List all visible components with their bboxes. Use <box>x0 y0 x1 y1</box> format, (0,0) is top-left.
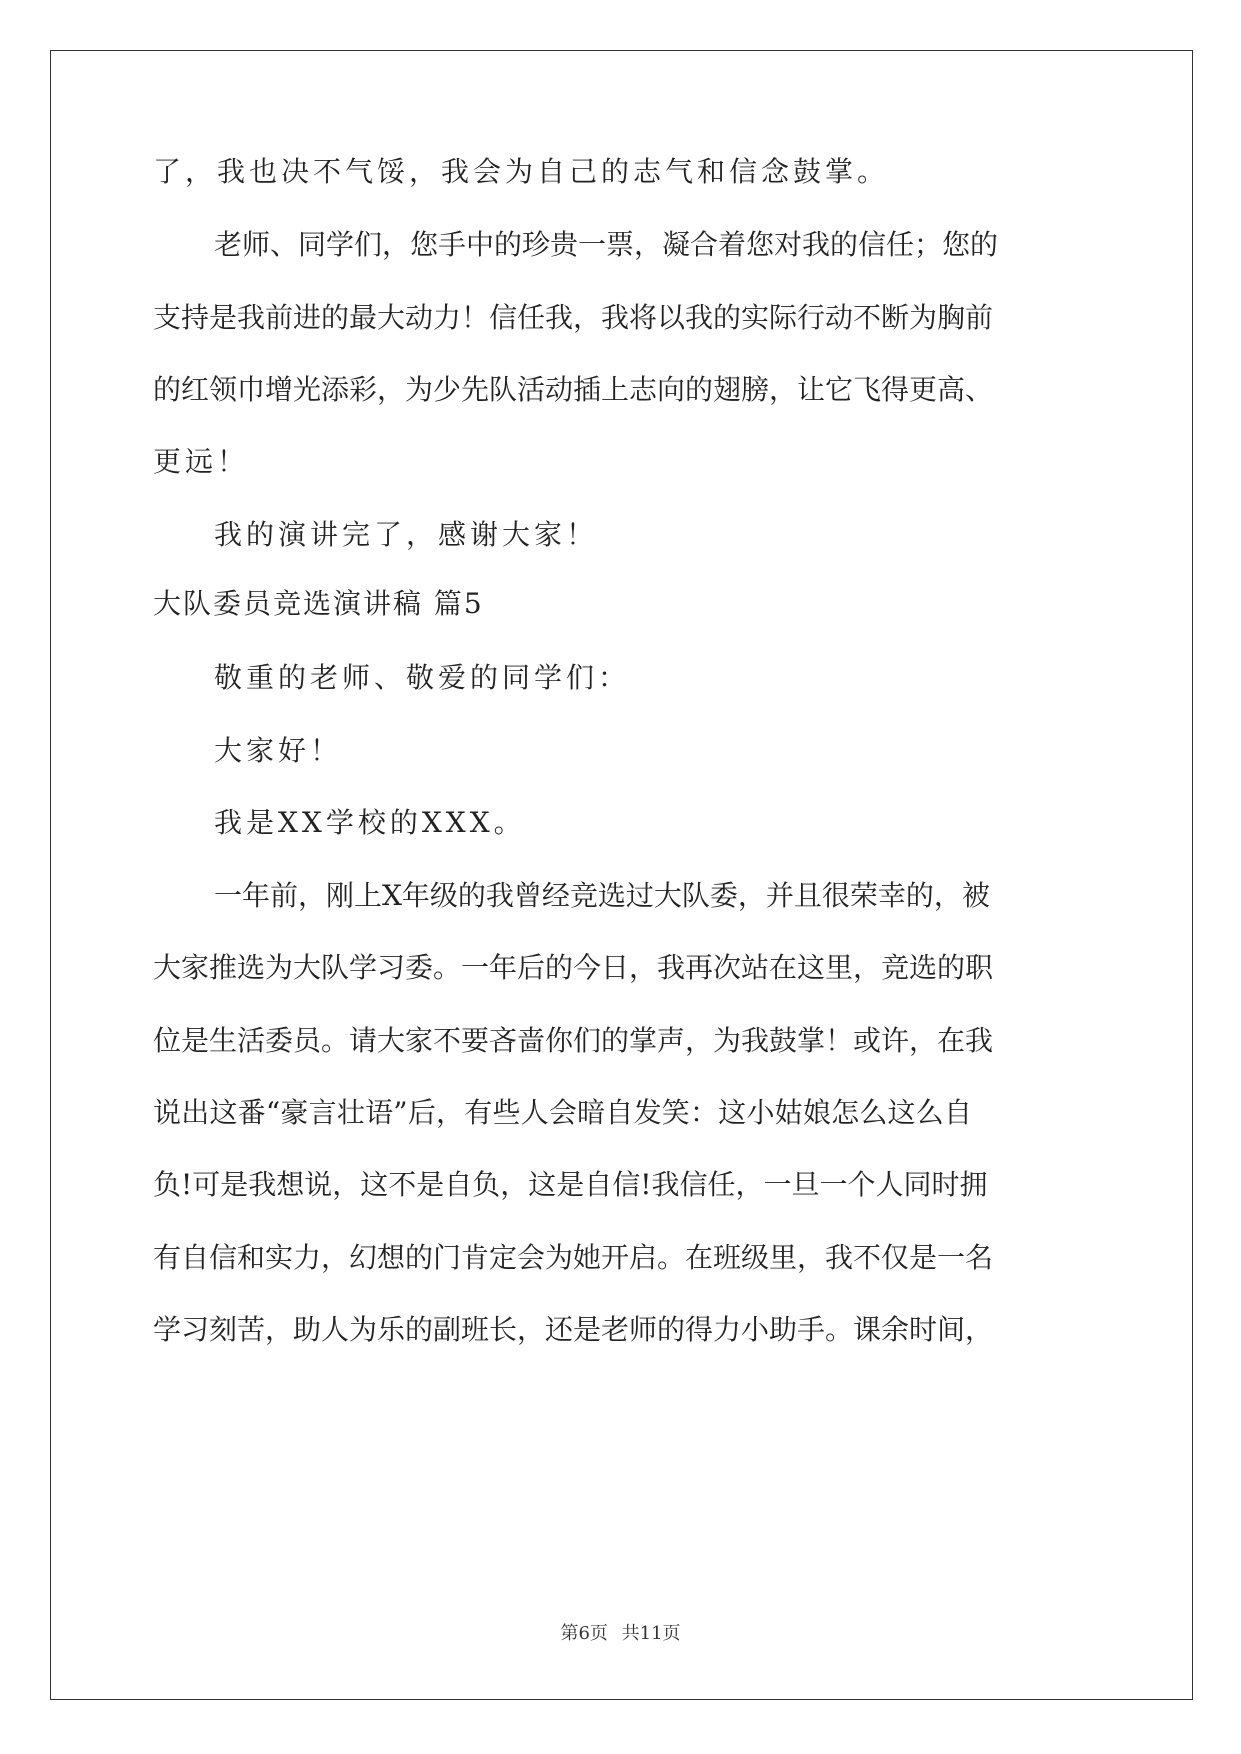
body-line-17: 学习刻苦，助人为乐的副班长，还是老师的得力小助手。课余时间， <box>153 1313 994 1346</box>
body-line-1: 了，我也决不气馁，我会为自己的志气和信念鼓掌。 <box>153 155 890 188</box>
body-line-2: 老师、同学们，您手中的珍贵一票，凝合着您对我的信任；您的 <box>214 228 999 261</box>
page-number: 第6页 <box>560 1623 608 1644</box>
body-line-3: 支持是我前进的最大动力！信任我，我将以我的实际行动不断为胸前 <box>153 301 994 334</box>
greeting: 大家好！ <box>214 734 343 767</box>
salutation: 敬重的老师、敬爱的同学们： <box>214 661 631 694</box>
body-line-12: 大家推选为大队学习委。一年后的今日，我再次站在这里，竞选的职 <box>153 951 994 984</box>
self-introduction: 我是XX学校的XXX。 <box>214 806 526 839</box>
body-line-13: 位是生活委员。请大家不要吝啬你们的掌声，为我鼓掌！或许，在我 <box>153 1024 994 1057</box>
body-line-4: 的红领巾增光添彩，为少先队活动插上志向的翅膀，让它飞得更高、 <box>153 373 994 406</box>
body-line-16: 有自信和实力，幻想的门肯定会为她开启。在班级里，我不仅是一名 <box>153 1241 994 1274</box>
section-heading: 大队委员竞选演讲稿 篇5 <box>153 587 484 620</box>
body-line-5: 更远！ <box>153 445 250 478</box>
body-line-14: 说出这番“豪言壮语”后，有些人会暗自发笑：这小姑娘怎么这么自 <box>153 1096 972 1129</box>
body-line-15: 负!可是我想说，这不是自负，这是自信!我信任，一旦一个人同时拥 <box>153 1168 988 1201</box>
body-line-6: 我的演讲完了，感谢大家！ <box>214 518 599 551</box>
body-line-11: 一年前，刚上X年级的我曾经竞选过大队委，并且很荣幸的，被 <box>214 879 990 912</box>
page-total: 共11页 <box>621 1623 681 1644</box>
page-footer <box>0 1622 1241 1646</box>
